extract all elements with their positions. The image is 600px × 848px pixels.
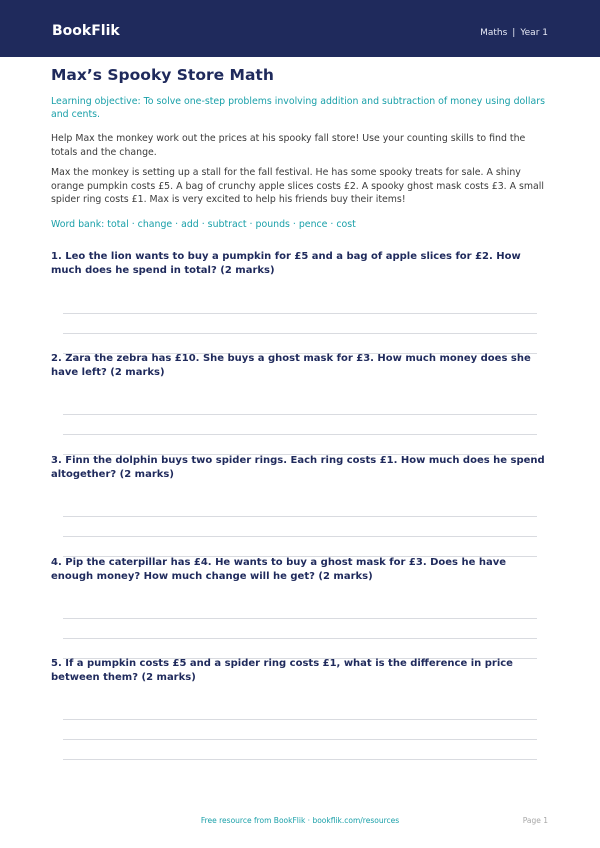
answer-line[interactable] <box>63 759 537 760</box>
word-bank: Word bank: total · change · add · subtract · pounds · pence · cost <box>51 219 356 230</box>
question-4: 4. Pip the caterpillar has £4. He wants to buy a ghost mask for £3. Does he have enough money? How much change will he get? (2 marks) <box>51 557 507 582</box>
answer-line[interactable] <box>63 638 537 639</box>
brand-logo-text[interactable]: BookFlik <box>52 23 120 39</box>
footer-credit[interactable]: Free resource from BookFlik · bookflik.com/resources <box>200 816 400 825</box>
question-3: 3. Finn the dolphin buys two spider rings. Each ring costs £1. How much does he spend altogether? (2 marks) <box>51 455 545 480</box>
answer-line[interactable] <box>63 434 537 435</box>
breadcrumb <box>480 27 548 39</box>
top-header-bar <box>0 0 600 57</box>
breadcrumb-subject: Maths <box>480 28 508 38</box>
breadcrumb-separator: | <box>512 28 516 38</box>
answer-line[interactable] <box>63 719 537 720</box>
question-5: 5. If a pumpkin costs £5 and a spider ring costs £1, what is the difference in price between them? (2 marks) <box>51 658 513 683</box>
answer-line[interactable] <box>63 516 537 517</box>
answer-line[interactable] <box>63 313 537 314</box>
answer-line[interactable] <box>63 536 537 537</box>
answer-line[interactable] <box>63 739 537 740</box>
answer-line[interactable] <box>63 333 537 334</box>
answer-line[interactable] <box>63 618 537 619</box>
breadcrumb-year: Year 1 <box>520 28 548 38</box>
question-1: 1. Leo the lion wants to buy a pumpkin for £5 and a bag of apple slices for £2. How much does he spend in total? (2 marks) <box>51 251 521 276</box>
worksheet-title: Max’s Spooky Store Math <box>51 66 274 84</box>
story-paragraph: Max the monkey is setting up a stall for the fall festival. He has some spooky treats for sale. A shiny orange pumpkin costs £5. A bag of crunchy apple slices costs £2. A spooky ghost mask costs £3. A small spider ring costs £1. Max is very excited to help his friends buy their items! <box>51 167 544 205</box>
answer-line[interactable] <box>63 414 537 415</box>
question-2: 2. Zara the zebra has £10. She buys a ghost mask for £3. How much money does she have left? (2 marks) <box>51 353 531 378</box>
learning-objective: Learning objective: To solve one-step problems involving addition and subtraction of money using dollars and cents. <box>51 96 545 120</box>
page-number: Page 1 <box>522 816 548 825</box>
intro-paragraph: Help Max the monkey work out the prices at his spooky fall store! Use your counting skills to find the totals and the change. <box>51 133 526 158</box>
